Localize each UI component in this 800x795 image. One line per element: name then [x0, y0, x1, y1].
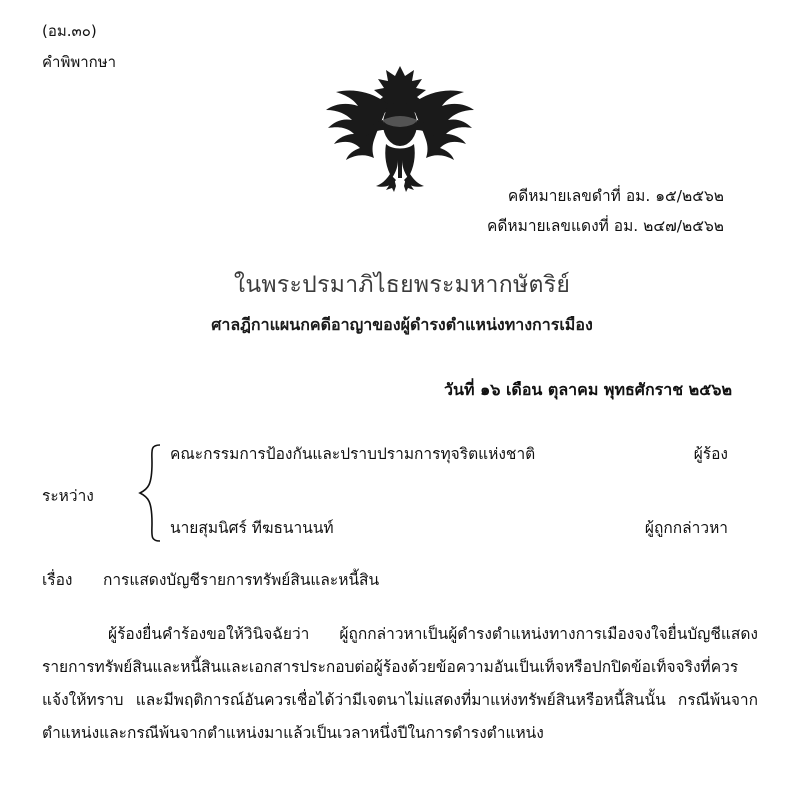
table-row — [170, 515, 728, 540]
judgment-date: วันที่ ๑๖ เดือน ตุลาคม พุทธศักราช ๒๕๖๒ — [444, 380, 732, 400]
garuda-emblem-icon — [320, 62, 480, 192]
party-name: คณะกรรมการป้องกันและปราบปรามการทุจริตแห่งชาติ — [170, 445, 536, 464]
party-role: ผู้ถูกกล่าวหา — [644, 519, 728, 538]
body-text — [42, 618, 762, 749]
party-role: ผู้ร้อง — [693, 445, 728, 464]
party-row — [170, 441, 728, 466]
case-black-number: คดีหมายเลขดำที่ อม. ๑๕/๒๕๖๒ — [507, 187, 724, 205]
parties-section — [42, 437, 762, 549]
subject-label: เรื่อง — [42, 571, 73, 590]
case-numbers — [42, 181, 762, 241]
emblem-container — [0, 62, 800, 196]
form-code: (อม.๓๐) — [42, 22, 97, 40]
between-label: ระหว่าง — [42, 487, 94, 506]
body-paragraph: ผู้ร้องยื่นคำร้องขอให้วินิจฉัยว่า ผู้ถูกกล่าวหาเป็นผู้ดำรงตำแหน่งทางการเมืองจงใจยื่นบัญชีแสดงรายการทรัพย์สินและหนี้สินและเอกสารประกอบต่อผู้ร้องด้วยข้อความอันเป็นเท็จหรือปกปิดข้อเท็จจริงที่ควรแจ้งให้ทราบ และมีพฤติการณ์อันควรเชื่อได้ว่ามีเจตนาไม่แสดงที่มาแห่งทรัพย์สินหรือหนี้สินนั้น กรณีพ้นจากตำแหน่งและกรณีพ้นจากตำแหน่งมาแล้วเป็นเวลาหนึ่งปีในการดำรงตำแหน่ง — [42, 625, 758, 743]
subject-text: การแสดงบัญชีรายการทรัพย์สินและหนี้สิน — [102, 571, 380, 590]
party-name: นายสุมนิศร์ ทีฆธนานนท์ — [170, 519, 334, 538]
case-red-number: คดีหมายเลขแดงที่ อม. ๒๔๗/๒๕๖๒ — [486, 217, 724, 236]
brace-bracket — [136, 443, 166, 543]
subject-line — [42, 567, 762, 592]
royal-name-heading: ในพระปรมาภิไธยพระมหากษัตริย์ — [233, 272, 571, 299]
court-name-heading: ศาลฎีกาแผนกคดีอาญาของผู้ดำรงตำแหน่งทางการเมือง — [211, 315, 593, 335]
document-type-label: คำพิพากษา — [42, 52, 117, 71]
